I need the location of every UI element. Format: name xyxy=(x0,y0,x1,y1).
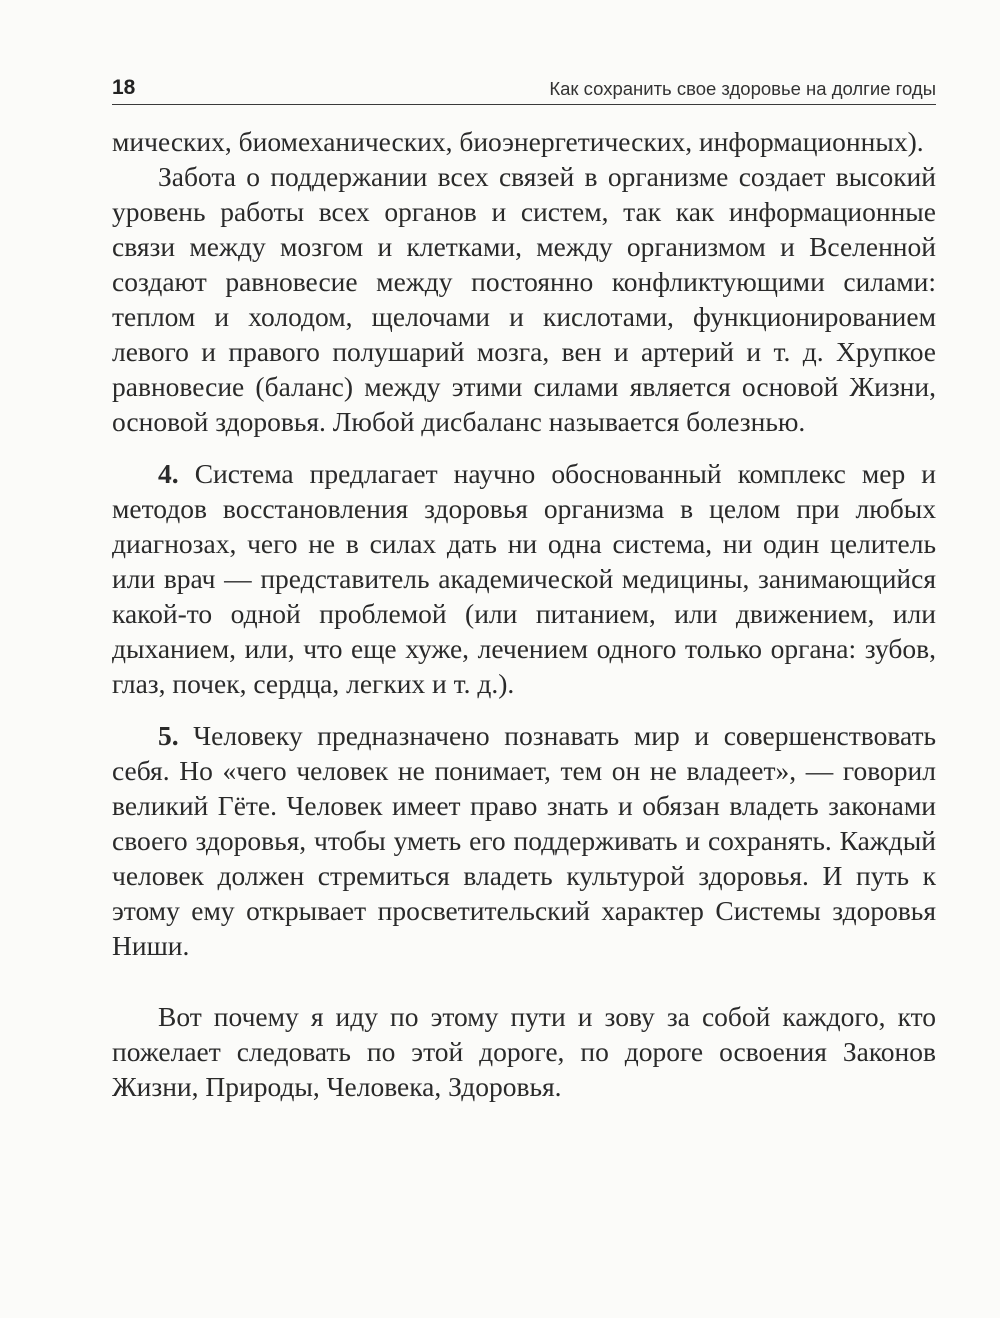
point-number-4: 4. xyxy=(158,458,179,489)
page-header xyxy=(112,72,936,105)
page-number: 18 xyxy=(112,76,136,99)
paragraph-conclusion: Вот почему я иду по этому пути и зову за собой каждого, кто пожелает следовать по этой дороге, по дороге освоения Законов Жизни, Природы, Человека, Здоровья. xyxy=(112,1001,936,1102)
point-number-5: 5. xyxy=(158,720,179,751)
running-title: Как сохранить свое здоровье на долгие годы xyxy=(549,78,936,99)
paragraph-point-5 xyxy=(112,718,936,963)
paragraph-balance: Забота о поддержании всех связей в организме создает высокий уровень работы всех органов и систем, так как информационные связи между мозгом и клетками, между организмом и Вселенной создают равновесие между постоянно конфликтующими силами: теплом и холодом, щелочами и кислотами, функционированием левого и правого полушарий мозга, вен и артерий и т. д. Хрупкое равновесие (баланс) между этими силами является основой Жизни, основой здоровья. Любой дисбаланс называется болезнью. xyxy=(112,161,936,437)
point-4-text: Система предлагает научно обоснованный комплекс мер и методов восстановления здоровья организма в целом при любых диагнозах, чего не в силах дать ни одна система, ни один целитель или врач — представитель академической медицины, занимающийся какой-то одной проблемой (или питанием, или движением, или дыханием, или, что еще хуже, лечением одного только органа: зубов, глаз, почек, сердца, легких и т. д.). xyxy=(112,458,937,699)
paragraph-continued: мических, биомеханических, биоэнергетических, информационных). xyxy=(112,126,924,157)
body-text xyxy=(112,124,936,1104)
paragraph-point-4 xyxy=(112,456,936,701)
point-5-text: Человеку предназначено познавать мир и совершенствовать себя. Но «чего человек не понимает, тем он не владеет», — говорил великий Гёте. Человек имеет право знать и обязан владеть законами своего здоровья, чтобы уметь его поддерживать и сохранять. Каждый человек должен стремиться владеть культурой здоровья. И путь к этому ему открывает просветительский характер Системы здоровья Ниши. xyxy=(112,720,937,961)
